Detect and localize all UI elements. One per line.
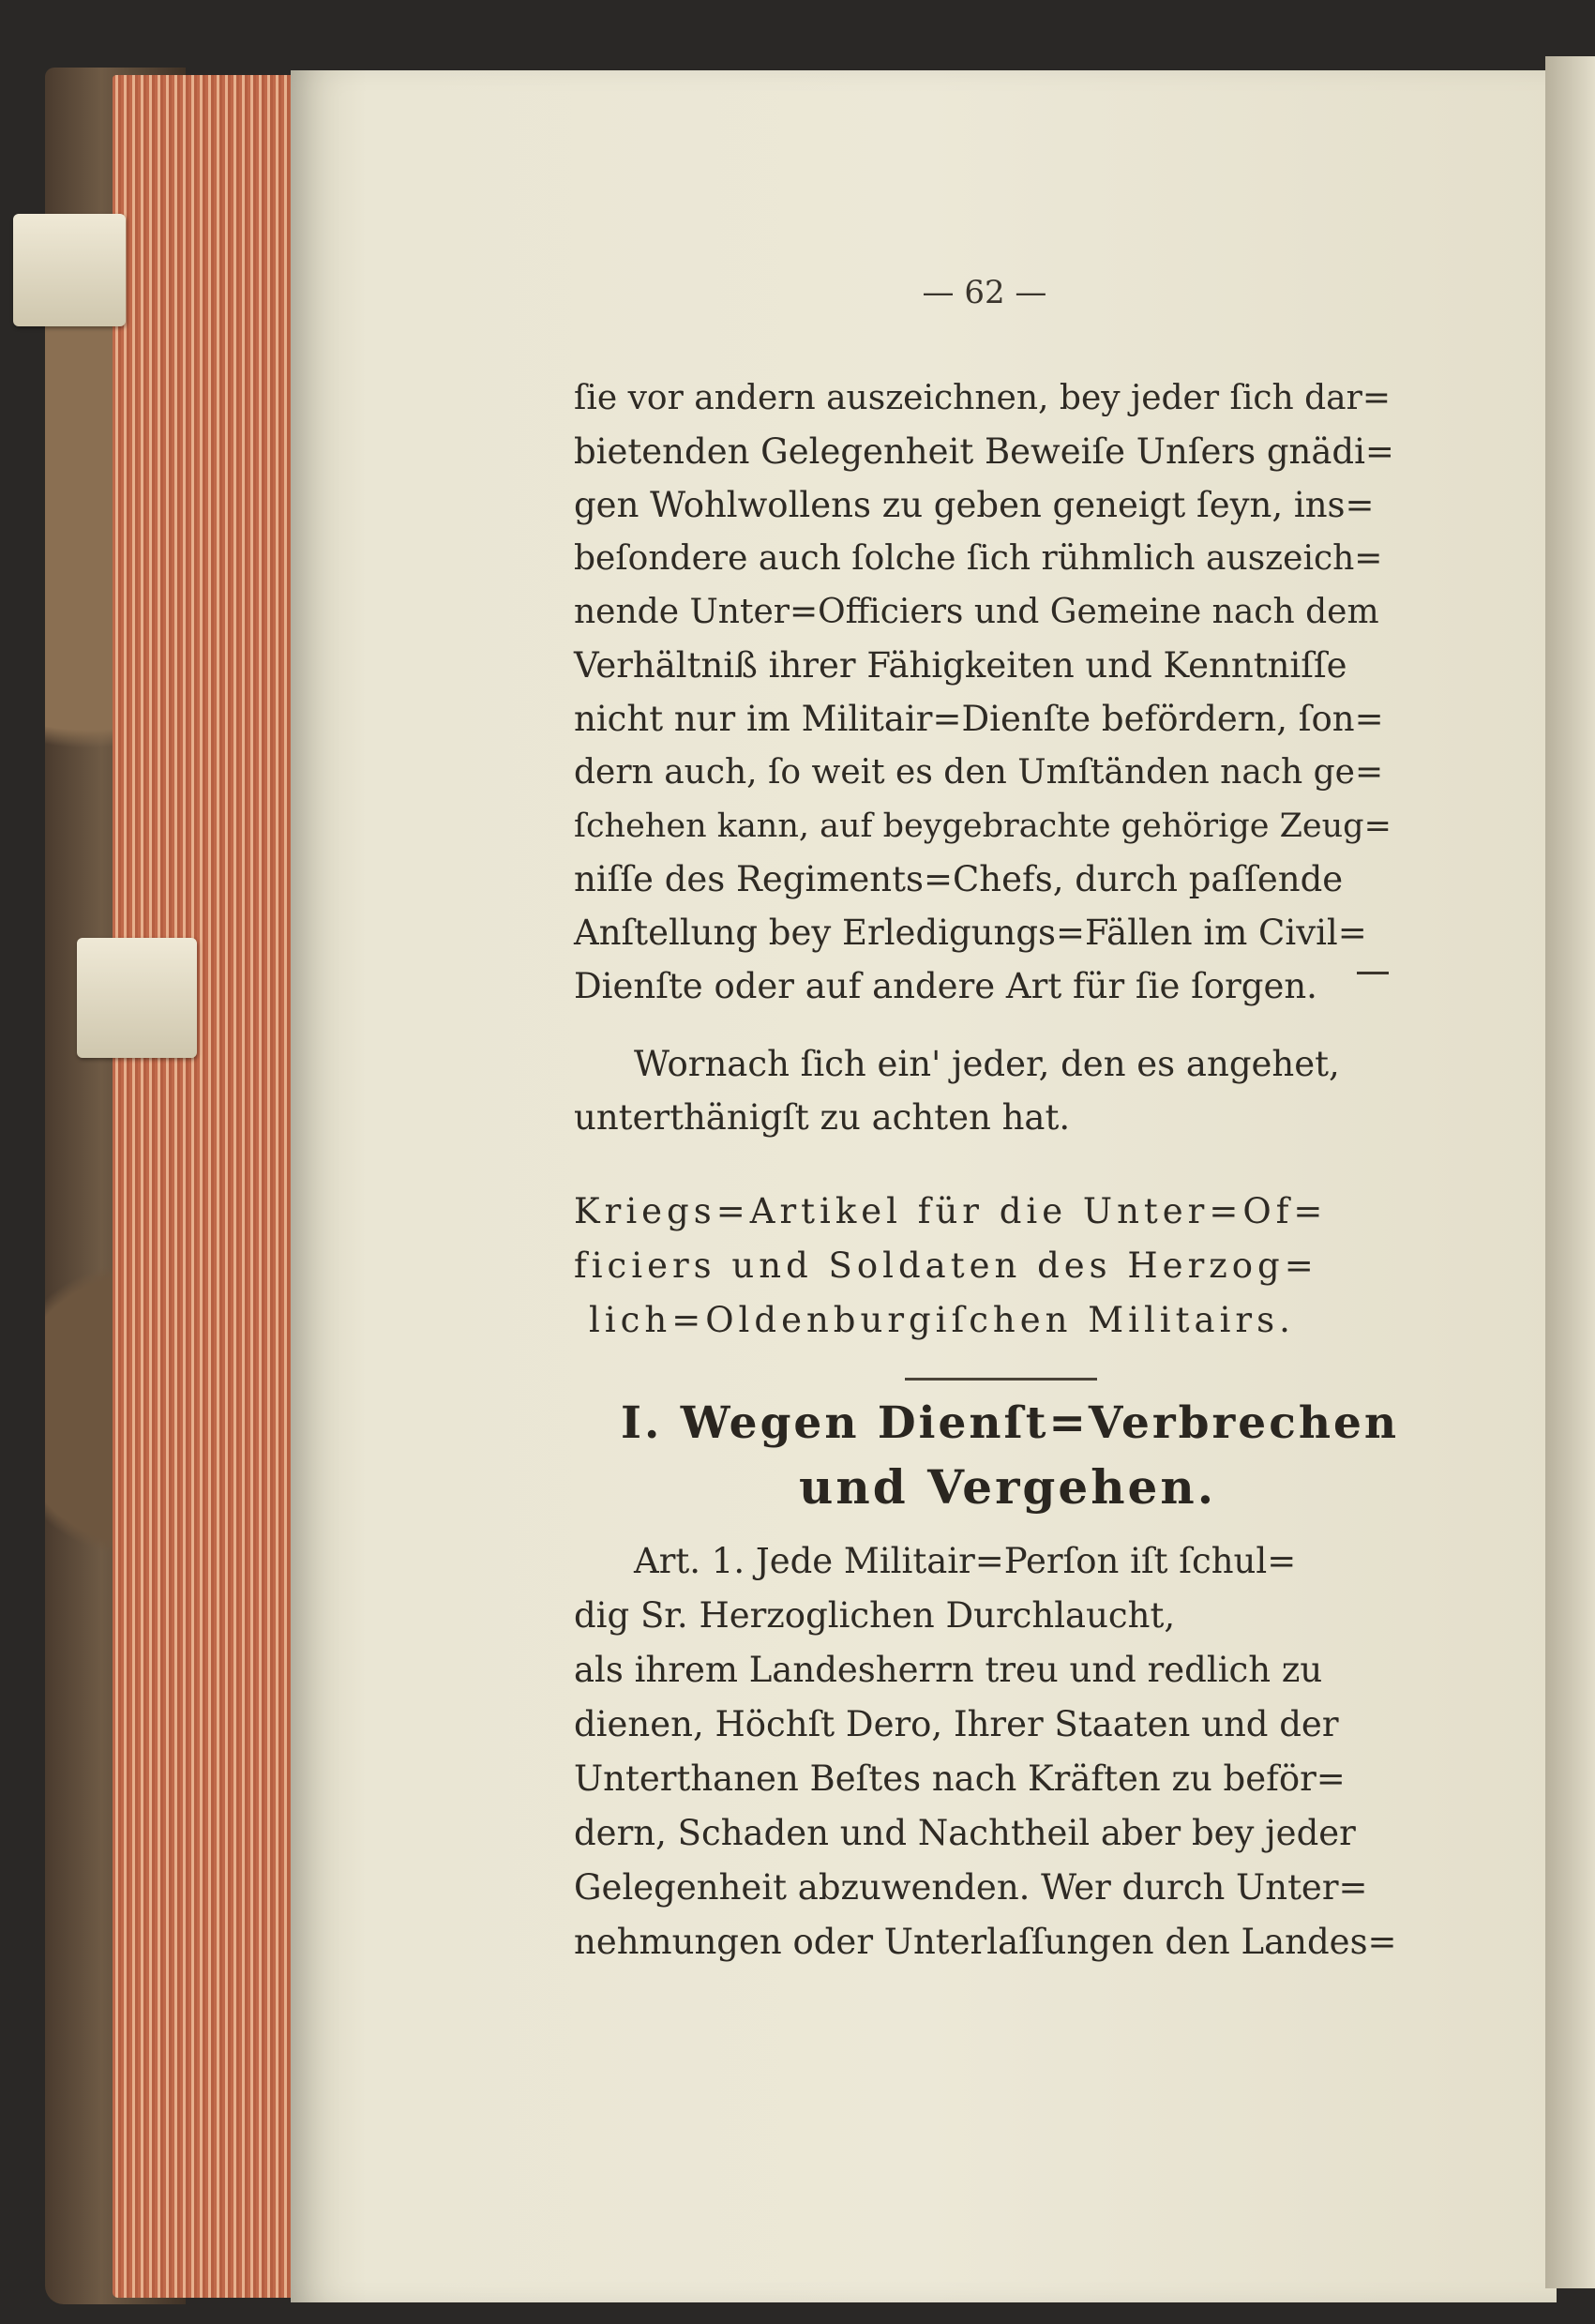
text-line: gen Wohlwollens zu geben geneigt ſeyn, ins= — [574, 485, 1375, 525]
heading-line: ficiers und Soldaten des Herzog= — [574, 1245, 1318, 1286]
text-line: Art. 1. Jede Militair=Perſon iſt ſchul= — [634, 1541, 1297, 1581]
text-line: als ihrem Landesherrn treu und redlich zu — [574, 1650, 1323, 1690]
text-line: Dienſte oder auf andere Art für ſie ſorgen. — [574, 966, 1317, 1006]
section-title-line: und Vergehen. — [799, 1459, 1217, 1515]
text-line: dern auch, ſo weit es den Umſtänden nach ge= — [574, 753, 1384, 792]
text-line: Unterthanen Beſtes nach Kräften zu beför= — [574, 1758, 1346, 1799]
text-line: dern, Schaden und Nachtheil aber bey jeder — [574, 1813, 1356, 1853]
text-line: bietenden Gelegenheit Beweiſe Unſers gnädi= — [574, 431, 1394, 472]
ink-mark — [1357, 972, 1389, 974]
text-line: dig Sr. Herzoglichen Durchlaucht, — [574, 1595, 1176, 1636]
text-line: unterthänigſt zu achten hat. — [574, 1097, 1071, 1138]
bookmark-tab-middle[interactable] — [77, 938, 197, 1058]
text-line: Anſtellung bey Erledigungs=Fällen im Civil= — [574, 913, 1367, 953]
section-title-line: I. Wegen Dienſt=Verbrechen — [621, 1397, 1400, 1449]
text-line: nende Unter=Officiers und Gemeine nach dem — [574, 593, 1379, 631]
text-line: niſſe des Regiments=Chefs, durch paſſende — [574, 859, 1344, 899]
text-line: beſondere auch ſolche ſich rühmlich auszeich= — [574, 539, 1383, 578]
text-line: Gelegenheit abzuwenden. Wer durch Unter= — [574, 1867, 1368, 1908]
text-line: Verhältniß ihrer Fähigkeiten und Kenntniſſe — [574, 645, 1347, 686]
text-line: nicht nur im Militair=Dienſte befördern, ſon= — [574, 699, 1384, 739]
text-line: ſie vor andern auszeichnen, bey jeder ſich dar= — [574, 379, 1392, 417]
text-line: Wornach ſich ein' jeder, den es angehet, — [634, 1044, 1340, 1084]
bookmark-tab-top[interactable] — [13, 214, 126, 326]
facing-page-edge — [1545, 56, 1595, 2288]
text-line: dienen, Höchſt Dero, Ihrer Staaten und der — [574, 1704, 1339, 1744]
heading-line: Kriegs=Artikel für die Unter=Of= — [574, 1191, 1328, 1231]
text-line: nehmungen oder Unterlaſſungen den Landes= — [574, 1922, 1397, 1962]
heading-line: lich=Oldenburgiſchen Militairs. — [589, 1300, 1295, 1340]
page-number: — 62 — — [922, 274, 1047, 311]
section-divider — [905, 1378, 1097, 1381]
text-line: ſchehen kann, auf beygebrachte gehörige Zeug= — [574, 807, 1392, 845]
